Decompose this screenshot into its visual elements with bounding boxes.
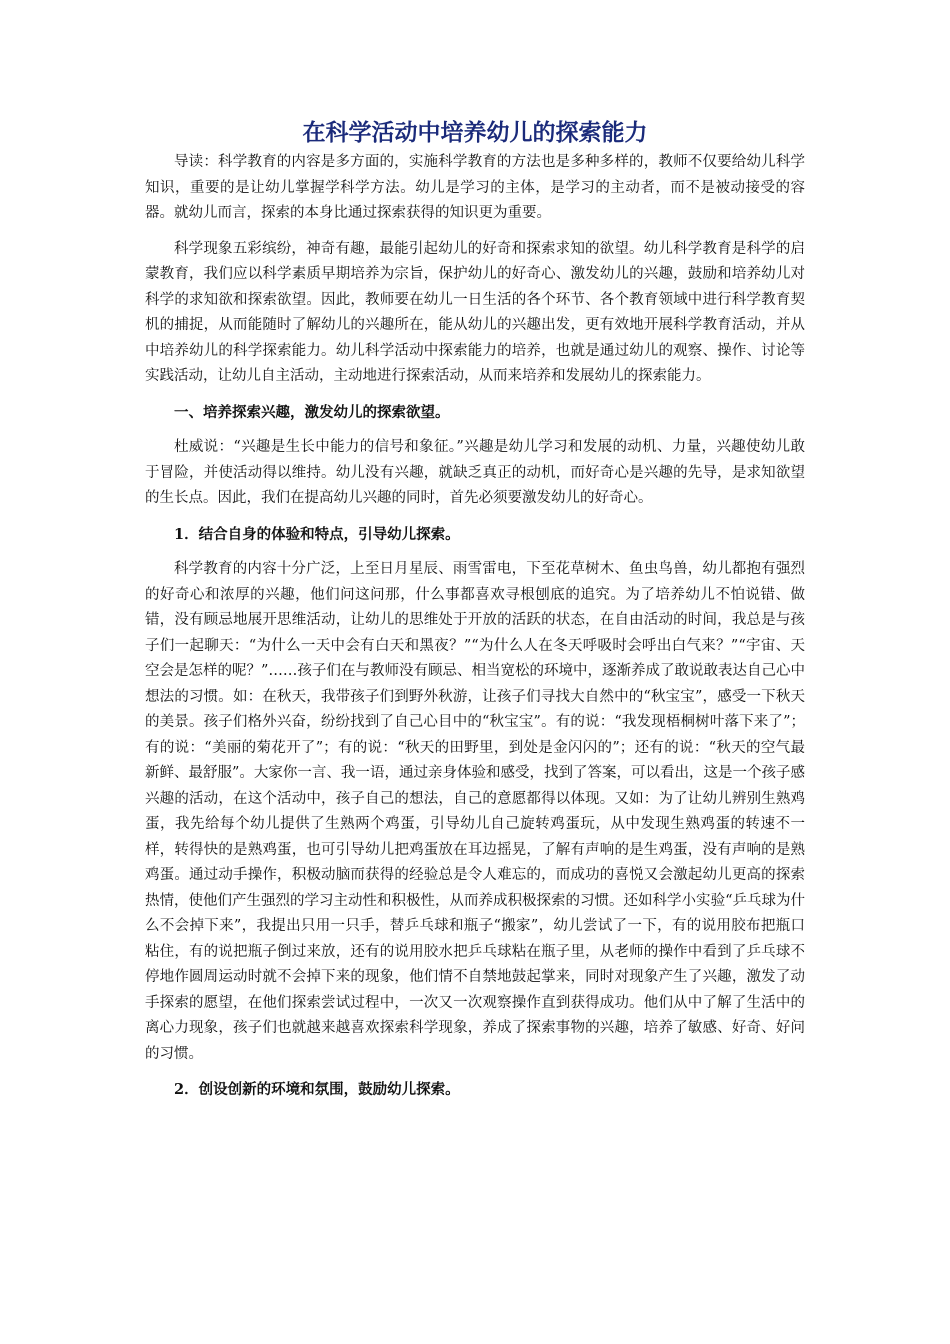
body-paragraph-1: 科学现象五彩缤纷，神奇有趣，最能引起幼儿的好奇和探索求知的欲望。幼儿科学教育是科学的启蒙教育，我们应以科学素质早期培养为宗旨，保护幼儿的好奇心、激发幼儿的兴趣，鼓励和培养幼儿对科学的求知欲和探索欲望。因此，教师要在幼儿一日生活的各个环节、各个教育领域中进行科学教育契机的捕捉，从而能随时了解幼儿的兴趣所在，能从幼儿的兴趣出发，更有效地开展科学教育活动，并从中培养幼儿的科学探索能力。幼儿科学活动中探索能力的培养，也就是通过幼儿的观察、操作、讨论等实践活动，让幼儿自主活动，主动地进行探索活动，从而来培养和发展幼儿的探索能力。 bbox=[145, 240, 805, 384]
intro-paragraph: 导读：科学教育的内容是多方面的，实施科学教育的方法也是多种多样的，教师不仅要给幼儿科学知识，重要的是让幼儿掌握学科学方法。幼儿是学习的主体，是学习的主动者，而不是被动接受的容器。就幼儿而言，探索的本身比通过探索获得的知识更为重要。 bbox=[145, 154, 805, 221]
document-page bbox=[145, 118, 805, 1113]
body-paragraph-2: 杜威说：“兴趣是生长中能力的信号和象征。”兴趣是幼儿学习和发展的动机、力量，兴趣使幼儿敢于冒险，并使活动得以维持。幼儿没有兴趣，就缺乏真正的动机，而好奇心是兴趣的先导，是求知欲望的生长点。因此，我们在提高幼儿兴趣的同时，首先必须要激发幼儿的好奇心。 bbox=[145, 439, 805, 506]
section-heading-1: 一、培养探索兴趣，激发幼儿的探索欲望。 bbox=[174, 403, 450, 421]
subsection-heading-2: 2．创设创新的环境和氛围，鼓励幼儿探索。 bbox=[174, 1081, 460, 1098]
document-title: 在科学活动中培养幼儿的探索能力 bbox=[302, 120, 648, 146]
subsection-heading-1: 1．结合自身的体验和特点，引导幼儿探索。 bbox=[174, 525, 460, 543]
body-paragraph-3: 科学教育的内容十分广泛，上至日月星辰、雨雪雷电，下至花草树木、鱼虫鸟兽，幼儿都抱有强烈的好奇心和浓厚的兴趣，他们问这问那，什么事都喜欢寻根刨底的追究。为了培养幼儿不怕说错、做错，没有顾忌地展开思维活动，让幼儿的思维处于开放的活跃的状态，在自由活动的时间，我总是与孩子们一起聊天：“为什么一天中会有白天和黑夜？”“为什么人在冬天呼吸时会呼出白气来？”“宇宙、天空会是怎样的呢？”……孩子们在与教师没有顾忌、相当宽松的环境中，逐渐养成了敢说敢表达自己心中想法的习惯。如：在秋天，我带孩子们到野外秋游，让孩子们寻找大自然中的“秋宝宝”，感受一下秋天的美景。孩子们格外兴奋，纷纷找到了自己心目中的“秋宝宝”。有的说：“我发现梧桐树叶落下来了”；有的说：“美丽的菊花开了”；有的说：“秋天的田野里，到处是金闪闪的”；还有的说：“秋天的空气最新鲜、最舒服”。大家你一言、我一语，通过亲身体验和感受，找到了答案，可以看出，这是一个孩子感兴趣的活动，在这个活动中，孩子自己的想法，自己的意愿都得以体现。又如：为了让幼儿辨别生熟鸡蛋，我先给每个幼儿提供了生熟两个鸡蛋，引导幼儿自己旋转鸡蛋玩，从中发现生熟鸡蛋的转速不一样，转得快的是熟鸡蛋，也可引导幼儿把鸡蛋放在耳边摇晃，了解有声响的是生鸡蛋，没有声响的是熟鸡蛋。通过动手操作，积极动脑而获得的经验总是令人难忘的，而成功的喜悦又会激起幼儿更高的探索热情，使他们产生强烈的学习主动性和积极性，从而养成积极探索的习惯。还如科学小实验“乒乓球为什么不会掉下来”，我提出只用一只手，替乒乓球和瓶子“搬家”，幼儿尝试了一下，有的说用胶布把瓶口粘住，有的说把瓶子倒过来放，还有的说用胶水把乒乓球粘在瓶子里，从老师的操作中看到了乒乓球不停地作圆周运动时就不会掉下来的现象，他们情不自禁地鼓起掌来，同时对现象产生了兴趣，激发了动手探索的愿望，在他们探索尝试过程中，一次又一次观察操作直到获得成功。他们从中了解了生活中的离心力现象，孩子们也就越来越喜欢探索科学现象，养成了探索事物的兴趣，培养了敏感、好奇、好问的习惯。 bbox=[145, 561, 805, 1062]
